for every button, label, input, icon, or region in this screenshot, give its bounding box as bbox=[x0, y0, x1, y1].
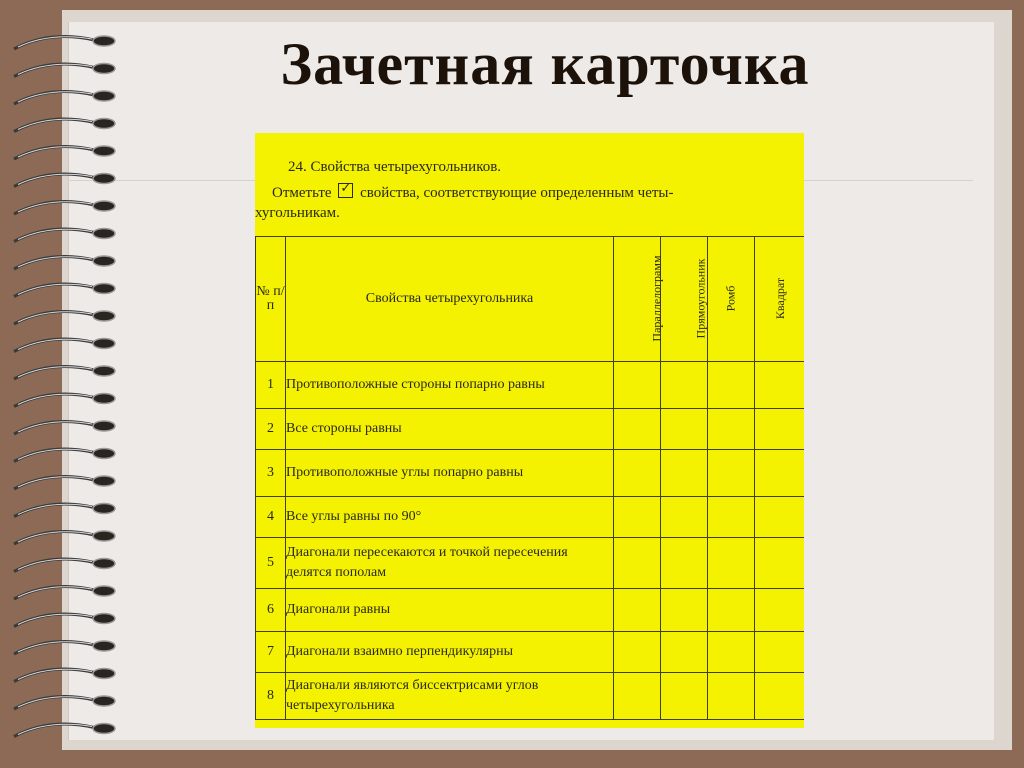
spiral-wire bbox=[14, 284, 94, 296]
check-cell-rhombus[interactable] bbox=[708, 673, 755, 720]
row-number: 5 bbox=[256, 538, 286, 589]
check-cell-parallelogram[interactable] bbox=[614, 589, 661, 632]
spiral-hole bbox=[93, 449, 115, 459]
row-number: 8 bbox=[256, 673, 286, 720]
spiral-hole bbox=[93, 586, 115, 596]
check-cell-parallelogram[interactable] bbox=[614, 538, 661, 589]
check-cell-square[interactable] bbox=[755, 362, 805, 409]
spiral-hole bbox=[93, 724, 115, 734]
check-cell-square[interactable] bbox=[755, 632, 805, 673]
check-cell-rhombus[interactable] bbox=[708, 409, 755, 450]
row-property: Все углы равны по 90° bbox=[286, 497, 614, 538]
check-cell-rectangle[interactable] bbox=[661, 632, 708, 673]
spiral-hole bbox=[93, 394, 115, 404]
check-cell-rectangle[interactable] bbox=[661, 409, 708, 450]
spiral-hole bbox=[93, 669, 115, 679]
spiral-wire bbox=[14, 147, 94, 159]
header-number: № п/п bbox=[256, 237, 286, 362]
check-cell-rectangle[interactable] bbox=[661, 450, 708, 497]
check-cell-square[interactable] bbox=[755, 409, 805, 450]
instruction-before: Отметьте bbox=[272, 185, 332, 201]
check-cell-square[interactable] bbox=[755, 589, 805, 632]
spiral-hole bbox=[93, 146, 115, 156]
instruction-after: свойства, соответствующие определенным четы- bbox=[360, 185, 674, 201]
question-instruction-line2: хугольникам. bbox=[255, 205, 340, 221]
check-cell-parallelogram[interactable] bbox=[614, 497, 661, 538]
spiral-hole bbox=[93, 229, 115, 239]
question-title: 24. Свойства четырехугольников. bbox=[288, 159, 502, 175]
spiral-wire bbox=[14, 559, 94, 571]
row-property: Диагонали взаимно перпендикулярны bbox=[286, 632, 614, 673]
spiral-hole bbox=[93, 284, 115, 294]
check-cell-rectangle[interactable] bbox=[661, 589, 708, 632]
spiral-binding-icon bbox=[10, 22, 120, 742]
header-parallelogram: Параллелограмм bbox=[614, 237, 661, 362]
check-cell-square[interactable] bbox=[755, 538, 805, 589]
spiral-wire bbox=[14, 202, 94, 214]
table-row bbox=[256, 409, 805, 450]
check-cell-parallelogram[interactable] bbox=[614, 632, 661, 673]
spiral-hole bbox=[93, 476, 115, 486]
check-cell-rectangle[interactable] bbox=[661, 362, 708, 409]
question-instruction bbox=[272, 183, 674, 202]
properties-table bbox=[255, 236, 804, 720]
check-cell-parallelogram[interactable] bbox=[614, 673, 661, 720]
spiral-hole bbox=[93, 559, 115, 569]
row-property: Диагонали равны bbox=[286, 589, 614, 632]
row-number: 3 bbox=[256, 450, 286, 497]
spiral-hole bbox=[93, 504, 115, 514]
check-cell-square[interactable] bbox=[755, 450, 805, 497]
row-number: 2 bbox=[256, 409, 286, 450]
check-cell-rhombus[interactable] bbox=[708, 538, 755, 589]
spiral-hole bbox=[93, 119, 115, 129]
check-cell-parallelogram[interactable] bbox=[614, 362, 661, 409]
spiral-wire bbox=[14, 587, 94, 599]
spiral-hole bbox=[93, 641, 115, 651]
row-number: 1 bbox=[256, 362, 286, 409]
spiral-hole bbox=[93, 339, 115, 349]
header-rectangle: Прямоугольник bbox=[661, 237, 708, 362]
row-number: 4 bbox=[256, 497, 286, 538]
check-cell-rhombus[interactable] bbox=[708, 589, 755, 632]
spiral-wire bbox=[14, 367, 94, 379]
checkbox-icon bbox=[338, 183, 353, 198]
row-number: 7 bbox=[256, 632, 286, 673]
row-property: Все стороны равны bbox=[286, 409, 614, 450]
row-property: Диагонали являются биссектрисами углов четырехугольника bbox=[286, 673, 614, 720]
check-cell-square[interactable] bbox=[755, 497, 805, 538]
spiral-wire bbox=[14, 422, 94, 434]
spiral-wire bbox=[14, 724, 94, 736]
check-cell-rectangle[interactable] bbox=[661, 538, 708, 589]
spiral-hole bbox=[93, 366, 115, 376]
spiral-hole bbox=[93, 696, 115, 706]
check-cell-rhombus[interactable] bbox=[708, 450, 755, 497]
spiral-wire bbox=[14, 257, 94, 269]
check-cell-parallelogram[interactable] bbox=[614, 450, 661, 497]
spiral-hole bbox=[93, 256, 115, 266]
table-row bbox=[256, 362, 805, 409]
grade-card bbox=[255, 133, 804, 728]
spiral-wire bbox=[14, 532, 94, 544]
table-row bbox=[256, 497, 805, 538]
spiral-wire bbox=[14, 504, 94, 516]
spiral-wire bbox=[14, 229, 94, 241]
header-square: Квадрат bbox=[755, 237, 805, 362]
slide-title: Зачетная карточка bbox=[280, 31, 810, 97]
check-cell-rhombus[interactable] bbox=[708, 632, 755, 673]
check-cell-parallelogram[interactable] bbox=[614, 409, 661, 450]
table-row bbox=[256, 450, 805, 497]
spiral-wire bbox=[14, 669, 94, 681]
table-header-row bbox=[256, 237, 805, 362]
spiral-wire bbox=[14, 394, 94, 406]
spiral-wire bbox=[14, 339, 94, 351]
spiral-wire bbox=[14, 477, 94, 489]
spiral-wire bbox=[14, 312, 94, 324]
check-cell-rectangle[interactable] bbox=[661, 497, 708, 538]
table-row bbox=[256, 589, 805, 632]
spiral-hole bbox=[93, 614, 115, 624]
spiral-wire bbox=[14, 119, 94, 131]
check-cell-rhombus[interactable] bbox=[708, 362, 755, 409]
check-cell-square[interactable] bbox=[755, 673, 805, 720]
spiral-wire bbox=[14, 614, 94, 626]
spiral-wire bbox=[14, 449, 94, 461]
table-row bbox=[256, 673, 805, 720]
spiral-hole bbox=[93, 531, 115, 541]
row-property: Противоположные углы попарно равны bbox=[286, 450, 614, 497]
row-number: 6 bbox=[256, 589, 286, 632]
check-cell-rectangle[interactable] bbox=[661, 673, 708, 720]
spiral-hole bbox=[93, 174, 115, 184]
spiral-wire bbox=[14, 174, 94, 186]
table-row bbox=[256, 538, 805, 589]
spiral-wire bbox=[14, 697, 94, 709]
table-row bbox=[256, 632, 805, 673]
spiral-hole bbox=[93, 311, 115, 321]
check-cell-rhombus[interactable] bbox=[708, 497, 755, 538]
row-property: Диагонали пересекаются и точкой пересечения делятся пополам bbox=[286, 538, 614, 589]
header-property: Свойства четырехугольника bbox=[286, 237, 614, 362]
header-rhombus: Ромб bbox=[708, 237, 755, 362]
spiral-wire bbox=[14, 642, 94, 654]
spiral-hole bbox=[93, 421, 115, 431]
spiral-hole bbox=[93, 201, 115, 211]
row-property: Противоположные стороны попарно равны bbox=[286, 362, 614, 409]
